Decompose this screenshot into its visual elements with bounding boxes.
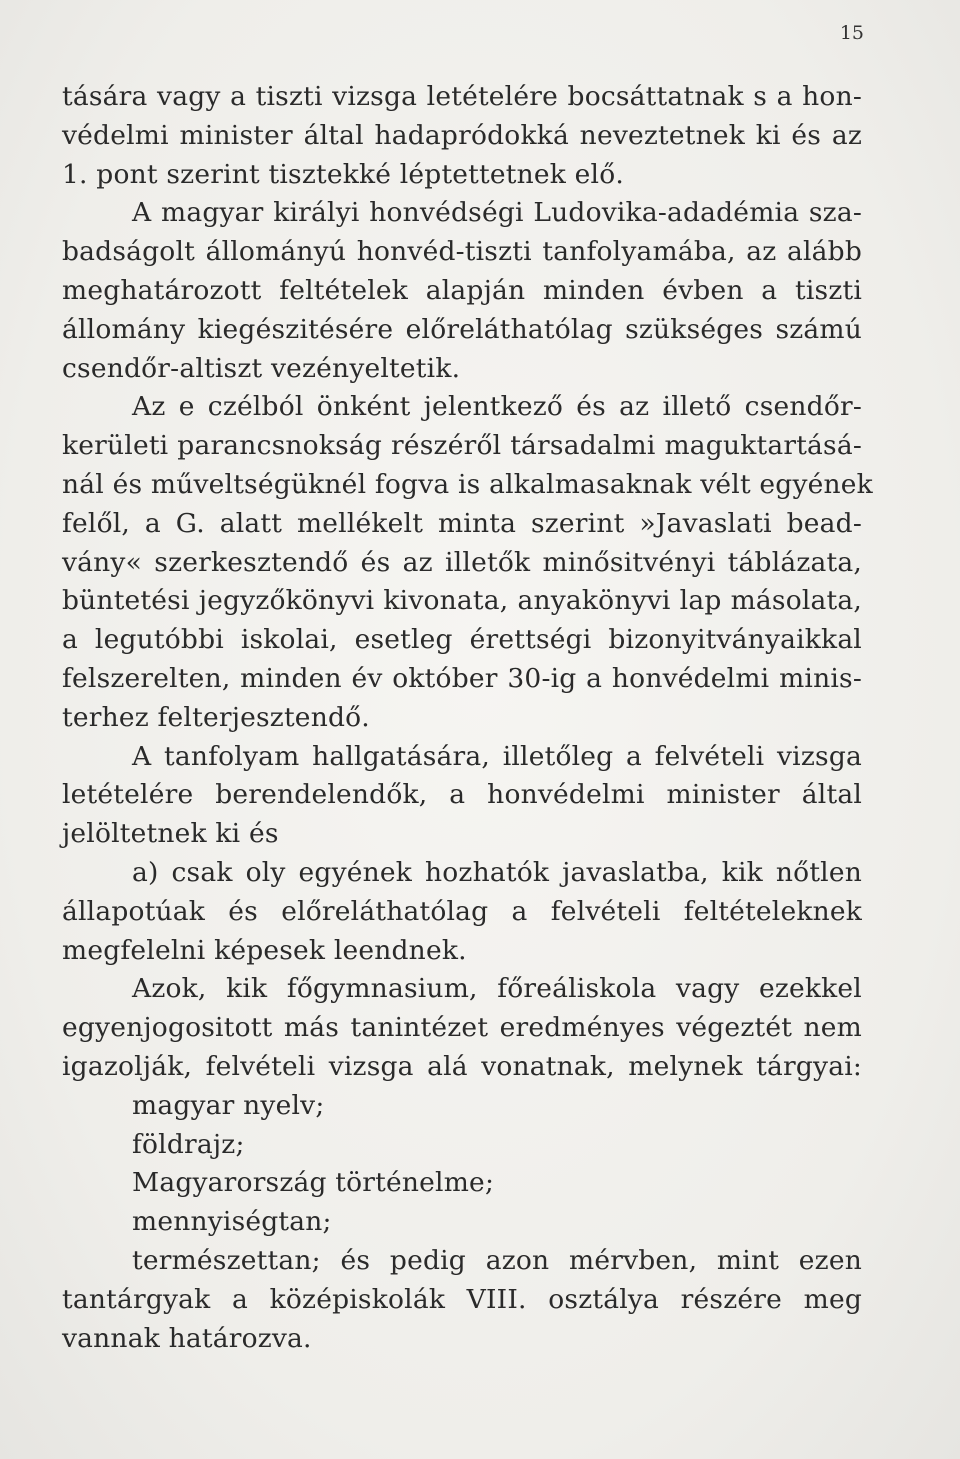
- text-line: büntetési jegyzőkönyvi kivonata, anyakönyvi lap másolata,: [62, 585, 862, 617]
- body-text: [62, 78, 873, 1358]
- text-line: állomány kiegészitésére előreláthatólag szükséges számú: [62, 313, 862, 345]
- text-line: igazolják, felvételi vizsga alá vonatnak, melynek tárgyai:: [62, 1050, 862, 1082]
- text-line: egyenjogositott más tanintézet eredményes végeztét nem: [62, 1012, 862, 1044]
- text-line: felől, a G. alatt mellékelt minta szerint »Javaslati bead-: [62, 507, 862, 539]
- text-line: a) csak oly egyének hozhatók javaslatba, kik nőtlen: [132, 856, 862, 888]
- text-line: állapotúak és előreláthatólag a felvételi feltételeknek: [62, 895, 862, 927]
- paragraph: [62, 194, 862, 388]
- list-item: magyar nyelv;: [132, 1089, 325, 1121]
- text-line: letételére berendelendők, a honvédelmi minister által: [62, 779, 862, 811]
- text-line: A magyar királyi honvédségi Ludovika-adadémia sza-: [132, 197, 862, 229]
- paragraph: [62, 970, 862, 1086]
- text-line: tására vagy a tiszti vizsga letételére bocsáttatnak s a hon-: [62, 81, 862, 112]
- text-line: természettan; és pedig azon mérvben, mint ezen: [132, 1244, 862, 1276]
- text-line: nál és műveltségüknél fogva is alkalmasaknak vélt egyének: [62, 468, 873, 500]
- text-line: csendőr-altiszt vezényeltetik.: [62, 352, 461, 384]
- text-line: Azok, kik főgymnasium, főreáliskola vagy ezekkel: [132, 973, 862, 1005]
- text-line: jelöltetnek ki és: [62, 818, 279, 850]
- list-item: Magyarország történelme;: [132, 1167, 495, 1199]
- paragraph: [62, 78, 862, 194]
- text-line: tantárgyak a középiskolák VIII. osztálya részére meg: [62, 1283, 862, 1315]
- paragraph: [62, 854, 862, 970]
- text-line: 1. pont szerint tisztekké léptettetnek elő.: [62, 158, 624, 190]
- paragraph: [62, 388, 873, 737]
- paragraph: [62, 1242, 862, 1358]
- text-line: kerületi parancsnokság részéről társadalmi maguktartásá-: [62, 430, 862, 462]
- subject-list: [62, 1087, 862, 1242]
- text-line: vány« szerkesztendő és az illetők minősitvényi táblázata,: [62, 546, 862, 578]
- text-line: A tanfolyam hallgatására, illetőleg a felvételi vizsga: [132, 740, 862, 772]
- page-number: 15: [839, 22, 864, 44]
- text-line: Az e czélból önként jelentkező és az illető csendőr-: [132, 391, 862, 423]
- text-line: meghatározott feltételek alapján minden évben a tiszti: [62, 274, 862, 306]
- list-item: mennyiségtan;: [132, 1206, 332, 1238]
- text-line: felszerelten, minden év október 30-ig a honvédelmi minis-: [62, 662, 862, 694]
- text-line: megfelelni képesek leendnek.: [62, 934, 467, 966]
- text-line: badságolt állományú honvéd-tiszti tanfolyamába, az alább: [62, 236, 862, 268]
- text-line: a legutóbbi iskolai, esetleg érettségi bizonyitványaikkal: [62, 624, 862, 656]
- text-line: terhez felterjesztendő.: [62, 701, 370, 733]
- text-line: védelmi minister által hadapródokká neveztetnek ki és az: [62, 119, 862, 151]
- list-item: földrajz;: [132, 1128, 245, 1160]
- text-line: vannak határozva.: [62, 1322, 312, 1354]
- paragraph: [62, 738, 862, 854]
